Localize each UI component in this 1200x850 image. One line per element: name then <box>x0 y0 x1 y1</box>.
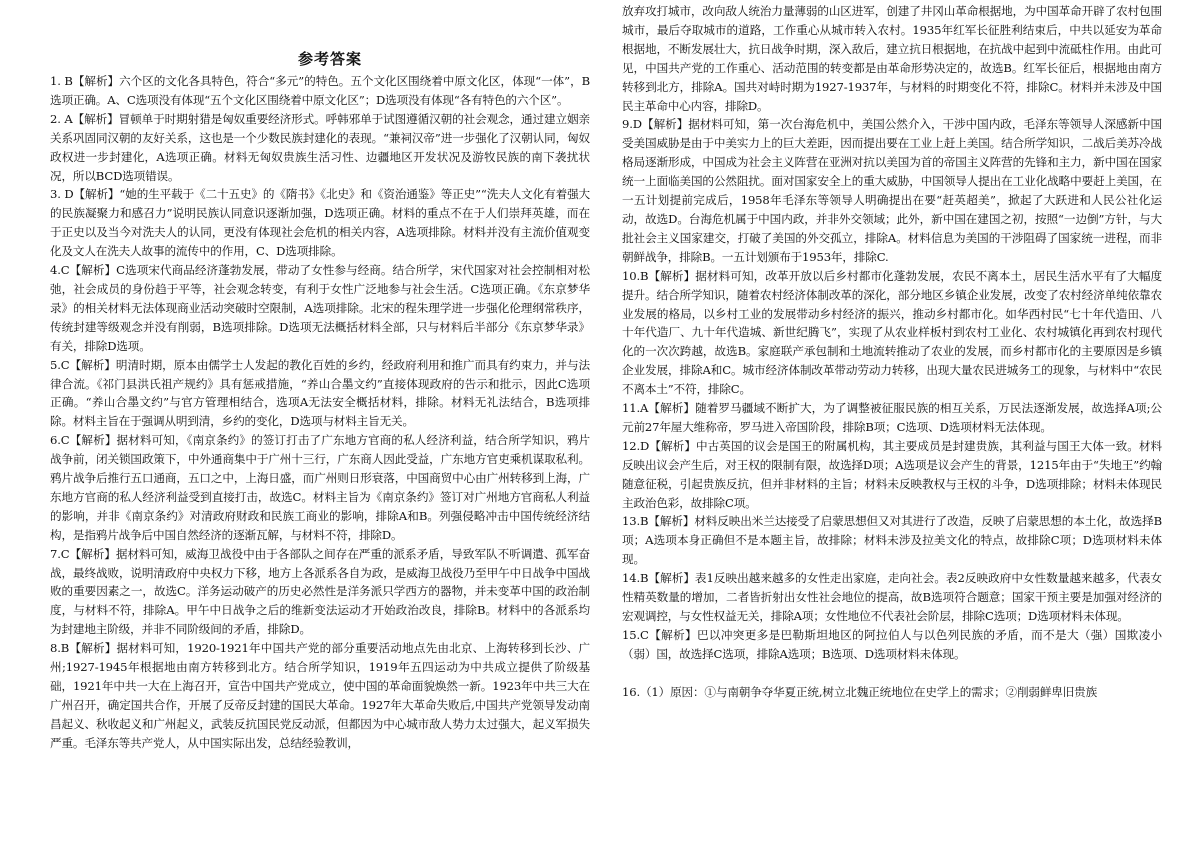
answer-paragraph: 8.B【解析】据材料可知，1920-1921年中国共产党的部分重要活动地点先由北京、上海转移到长沙、广州;1927-1945年根据地由南方转移到北方。结合所学知识，1919年五四运动为中共成立提供了阶级基础，1921年中共一大在上海召开，宣告中国共产党成立，使中国的革命面貌焕然一新。1923年中共三大在广州召开，确定国共合作，开展了反帝反封建的国民大革命。1927年大革命失败后,中国共产党领导发动南昌起义、秋收起义和广州起义，武装反抗国民党反动派，但都因为中心城市敌人势力太过强大，起义军损失严重。毛泽东等共产党人，从中国实际出发，总结经验教训， <box>50 641 590 750</box>
answer-paragraph: 3. D【解析】“她的生平载于《二十五史》的《隋书》《北史》和《资治通鉴》等正史”“洗夫人文化有着强大的民族凝聚力和感召力”说明民族认同意识逐渐加强，D选项正确。材料的重点不在于人们崇拜英雄，而在于正史以及当今对洗夫人的认同，更没有体现社会危机的相关内容，A选项排除。材料并没有主流价值观变化及文人在洗夫人故事的流传中的作用，C、D选项排除。 <box>50 187 590 259</box>
answer-paragraph: 放弃攻打城市，改向敌人统治力量薄弱的山区进军，创建了井冈山革命根据地，为中国革命开辟了农村包围城市，最后夺取城市的道路，工作重心从城市转入农村。1935年红军长征胜利结束后，中共以延安为革命根据地，不断发展壮大，抗日战争时期，深入敌后，建立抗日根据地，在抗战中起到中流砥柱作用。由此可见，中国共产党的工作重心、活动范围的转变都是由革命形势决定的，故选B。红军长征后，根据地由南方转移到北方，排除A。国共对峙时期为1927-1937年，与材料的时期变化不符，排除C。材料并未涉及中国民主革命中心内容，排除D。 <box>622 4 1162 113</box>
answer-paragraph <box>622 664 1162 683</box>
answer-paragraph: 7.C【解析】据材料可知，威海卫战役中由于各部队之间存在严重的派系矛盾，导致军队不听调遣、孤军奋战，最终战败，说明清政府中央权力下移，地方上各派系各自为政，是威海卫战役乃至甲午中日战争中国战败的重要因素之一，故选C。洋务运动破产的历史必然性是洋务派只学西方的器物，并未变革中国的政治制度，与材料不符，排除A。甲午中日战争之后的维新变法运动才开始政治改良，排除B。材料中的各派系均为封建地主阶级，并非不同阶级间的矛盾，排除D。 <box>50 546 590 637</box>
answer-paragraph: 11.A【解析】随着罗马疆域不断扩大，为了调整被征服民族的相互关系，万民法逐渐发展，故选择A项;公元前27年屋大维称帝，罗马进入帝国阶段，排除B项；C选项、D选项材料无法体现。 <box>622 401 1162 434</box>
answer-paragraph: 14.B【解析】表1反映出越来越多的女性走出家庭，走向社会。表2反映政府中女性数量越来越多，代表女性精英数量的增加，二者皆折射出女性社会地位的提高，故B选项符合题意；国家干预主要是加强对经济的宏观调控，与女性权益无关，排除A项；女性地位不代表社会阶层，排除C选项；D选项材料未体现。 <box>622 571 1162 623</box>
answer-paragraph: 9.D【解析】据材料可知，第一次台海危机中，美国公然介入，干涉中国内政，毛泽东等领导人深感新中国受美国威胁是由于中美实力上的巨大差距，因而提出要在工业上赶上美国。结合所学知识，二战后美苏冷战格局逐渐形成，中国成为社会主义阵营在亚洲对抗以美国为首的帝国主义阵营的先锋和主力，新中国在国家统一上面临美国的公然阻扰。面对国家安全上的重大威胁，中国领导人提出在工业化战略中要赶上美国，在一五计划提前完成后，1958年毛泽东等领导人明确提出在要“赶英超美”，掀起了大跃进和人民公社化运动，故选D。台海危机属于中国内政，并非外交领域；此外，新中国在建国之初，按照“一边倒”方针，与大批社会主义国家建交，打破了美国的外交孤立，排除A。材料信息为美国的干涉阻碍了国家统一进程，而非朝鲜战争，排除B。一五计划颁布于1953年，排除C. <box>622 117 1162 264</box>
answer-paragraph: 6.C【解析】据材料可知，《南京条约》的签订打击了广东地方官商的私人经济利益，结合所学知识，鸦片战争前，闭关锁国政策下，中外通商集中于广州十三行，广东商人因此受益，广东地方官吏乘机谋取私利。鸦片战争后推行五口通商，五口之中，上海日盛，而广州则日形衰落，中国商贸中心由广州转移到上海，广东地方官商的私人经济利益受到直接打击，故选C。材料主旨为《南京条约》签订对广州地方官商私人利益的影响，并非《南京条约》对清政府财政和民族工商业的影响，排除A和B。列强侵略冲击中国传统经济结构，是指鸦片战争后中国自然经济的逐渐瓦解，与材料不符，排除D。 <box>50 433 590 542</box>
answer-paragraph: 12.D【解析】中古英国的议会是国王的附属机构，其主要成员是封建贵族，其利益与国王大体一致。材料反映出议会产生后，对王权的限制有限，故选择D项；A选项是议会产生的背景，1215年由于“失地王”约翰随意征税，引起贵族反抗，但并非材料的主旨；材料未反映教权与王权的斗争，D选项排除；材料未体现民主政治色彩，故排除C项。 <box>622 438 1162 510</box>
answer-paragraph: 16.（1）原因：①与南朝争夺华夏正统,树立北魏正统地位在史学上的需求；②削弱鲜卑旧贵族 <box>622 684 1098 699</box>
left-column <box>50 72 590 753</box>
answer-paragraph: 4.C【解析】C选项宋代商品经济蓬勃发展，带动了女性参与经商。结合所学，宋代国家对社会控制相对松弛，社会成员的身份趋于平等，社会观念转变，有利于女性广泛地参与社会生活。C选项正确。《东京梦华录》的相关材料无法体现商业活动突破时空限制，A选项排除。北宋的程朱理学进一步强化伦理纲常秩序，传统封建等级观念并没有削弱，B选项排除。D选项无法概括材料全部，只与材料后半部分《东京梦华录》有关，排除D选项。 <box>50 263 590 353</box>
answer-paragraph: 13.B【解析】材料反映出米兰达接受了启蒙思想但又对其进行了改造，反映了启蒙思想的本土化，故选择B项；A选项本身正确但不是本题主旨，故排除；材料未涉及拉美文化的特点，故排除C项；D选项材料未体现。 <box>622 514 1162 567</box>
answer-paragraph: 1. B【解析】六个区的文化各具特色，符合“多元”的特色。五个文化区围绕着中原文化区，体现“一体”，B选项正确。A、C选项没有体现“五个文化区围绕着中原文化区”；D选项没有体现“各有特色的六个区”。 <box>50 74 590 107</box>
answer-paragraph: 2. A【解析】冒顿单于时期射猎是匈奴重要经济形式。呼韩邪单于试图遵循汉朝的社会观念，通过建立姻亲关系巩固同汉朝的友好关系，这也是一个少数民族封建化的表现。“兼祠汉帝”进一步强化了汉朝认同，匈奴政权进一步封建化，A选项正确。材料无匈奴贵族生活习性、边疆地区开发状况及游牧民族的南下袭扰状况，所以BCD选项错误。 <box>50 111 590 183</box>
answer-paragraph: 10.B【解析】据材料可知，改革开放以后乡村都市化蓬勃发展，农民不离本土，居民生活水平有了大幅度提升。结合所学知识，随着农村经济体制改革的深化，部分地区乡镇企业发展，改变了农村经济单纯依靠农业发展的格局，以乡村工业的发展带动乡村经济的振兴，推动乡村都市化。如华西村民“七十年代造田、八十年代造厂、九十年代造城、新世纪腾飞”，实现了从农业样板村到农村工业化、农村城镇化再到农村现代化的一次次跨越，故选B。家庭联产承包制和土地流转推动了农业的发展，而乡村都市化的主要原因是乡镇企业发展，排除A和C。城市经济体制改革带动劳动力转移，出现大量农民进城务工的现象，与材料中“农民不离本土”不符，排除C。 <box>622 268 1162 397</box>
right-column <box>622 2 1162 702</box>
page-title: 参考答案 <box>297 50 362 68</box>
answer-paragraph: 15.C【解析】巴以冲突更多是巴勒斯坦地区的阿拉伯人与以色列民族的矛盾，而不是大（强）国欺凌小（弱）国，故选择C选项，排除A选项；B选项、D选项材料未体现。 <box>622 627 1162 661</box>
answer-paragraph: 5.C【解析】明清时期，原本由儒学士人发起的教化百姓的乡约，经政府利用和推广而具有约束力，并与法律合流。《祁门县洪氏祖产规约》具有惩戒措施，“养山合墨文约”直接体现政府的告示和批示，因此C选项正确。“养山合墨文约”与官方管理相结合，选项A无法安全概括材料，排除。材料无礼法结合，B选项排除。材料主旨在于强调从明到清，乡约的变化，D选项与材料主旨无关。 <box>50 357 590 429</box>
